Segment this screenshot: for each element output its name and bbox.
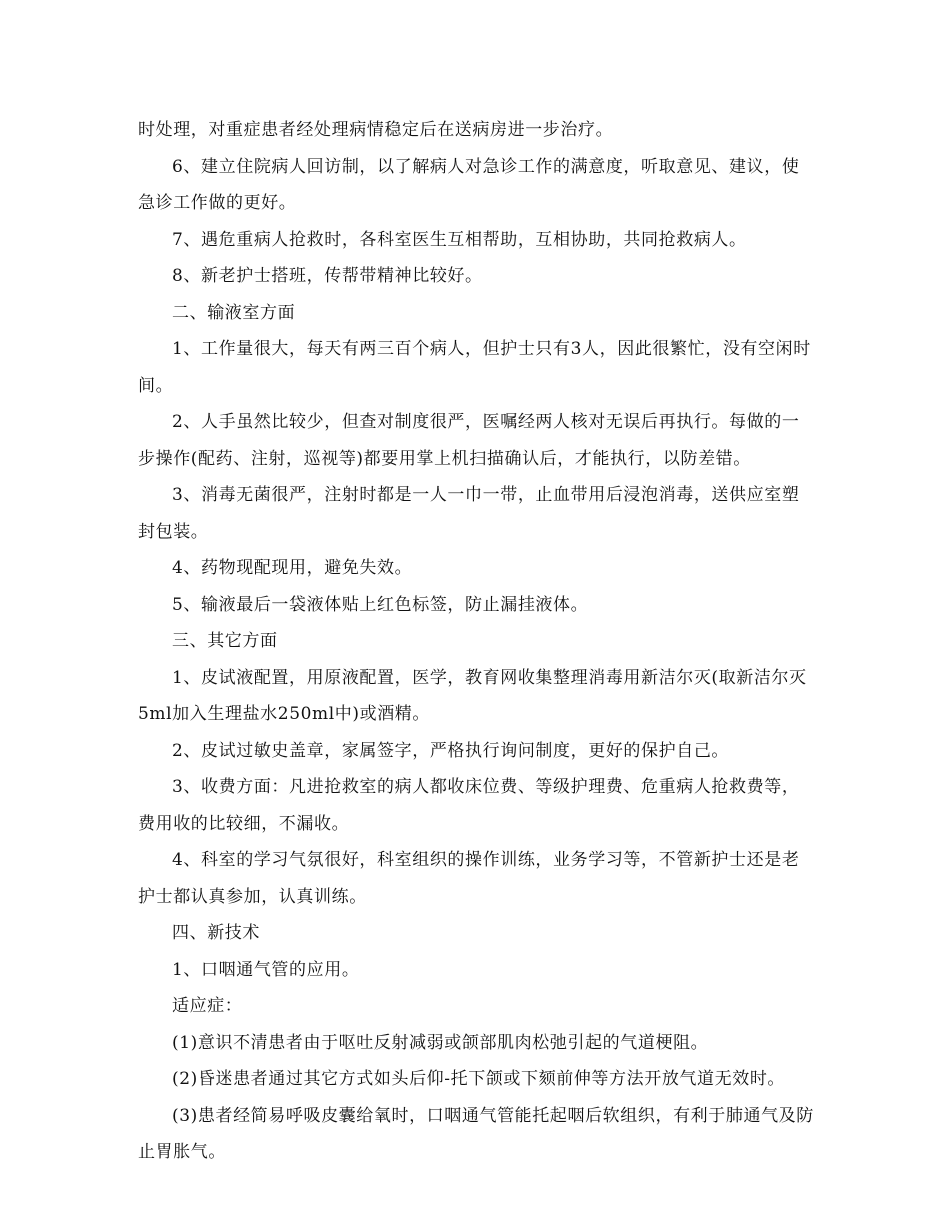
paragraph: 3、收费方面：凡进抢救室的病人都收床位费、等级护理费、危重病人抢救费等，费用收的比较细，不漏收。 <box>138 777 800 834</box>
section-heading: 二、输液室方面 <box>172 302 296 323</box>
paragraph: 1、皮试液配置，用原液配置，医学，教育网收集整理消毒用新洁尔灭(取新洁尔灭5ml加入生理盐水250ml中)或酒精。 <box>138 667 807 724</box>
paragraph: 6、建立住院病人回访制，以了解病人对急诊工作的满意度，听取意见、建议，使急诊工作做的更好。 <box>138 156 800 213</box>
paragraph: 8、新老护士搭班，传帮带精神比较好。 <box>172 266 483 286</box>
section-heading: 三、其它方面 <box>172 631 278 651</box>
paragraph: (3)患者经简易呼吸皮囊给氧时，口咽通气管能托起咽后软组织，有利于肺通气及防止胃胀气。 <box>138 1105 814 1162</box>
paragraph: 2、人手虽然比较少，但查对制度很严，医嘱经两人核对无误后再执行。每做的一步操作(配药、注射，巡视等)都要用掌上机扫描确认后，才能执行，以防差错。 <box>138 412 800 469</box>
paragraph: 4、科室的学习气氛很好，科室组织的操作训练，业务学习等，不管新护士还是老护士都认真参加，认真训练。 <box>138 850 800 907</box>
paragraph: 5、输液最后一袋液体贴上红色标签，防止漏挂液体。 <box>172 594 589 615</box>
paragraph: 4、药物现配现用，避免失效。 <box>172 558 413 578</box>
section-heading: 四、新技术 <box>172 923 260 943</box>
paragraph: 1、口咽通气管的应用。 <box>172 959 360 980</box>
paragraph: (2)昏迷患者通过其它方式如头后仰-托下颌或下颏前伸等方法开放气道无效时。 <box>172 1069 786 1089</box>
paragraph: 2、皮试过敏史盖章，家属签字，严格执行询问制度，更好的保护自己。 <box>172 740 730 761</box>
paragraph: (1)意识不清患者由于呕吐反射减弱或颌部肌肉松弛引起的气道梗阻。 <box>172 1032 709 1053</box>
paragraph: 适应症： <box>172 996 243 1016</box>
document-body <box>138 112 814 1171</box>
paragraph: 1、工作量很大，每天有两三百个病人，但护士只有3人，因此很繁忙，没有空闲时间。 <box>138 339 811 396</box>
paragraph: 3、消毒无菌很严，注射时都是一人一巾一带，止血带用后浸泡消毒，送供应室塑封包装。 <box>138 485 800 542</box>
paragraph: 时处理，对重症患者经处理病情稳定后在送病房进一步治疗。 <box>138 120 614 140</box>
paragraph: 7、遇危重病人抢救时，各科室医生互相帮助，互相协助，共同抢救病人。 <box>172 229 747 250</box>
